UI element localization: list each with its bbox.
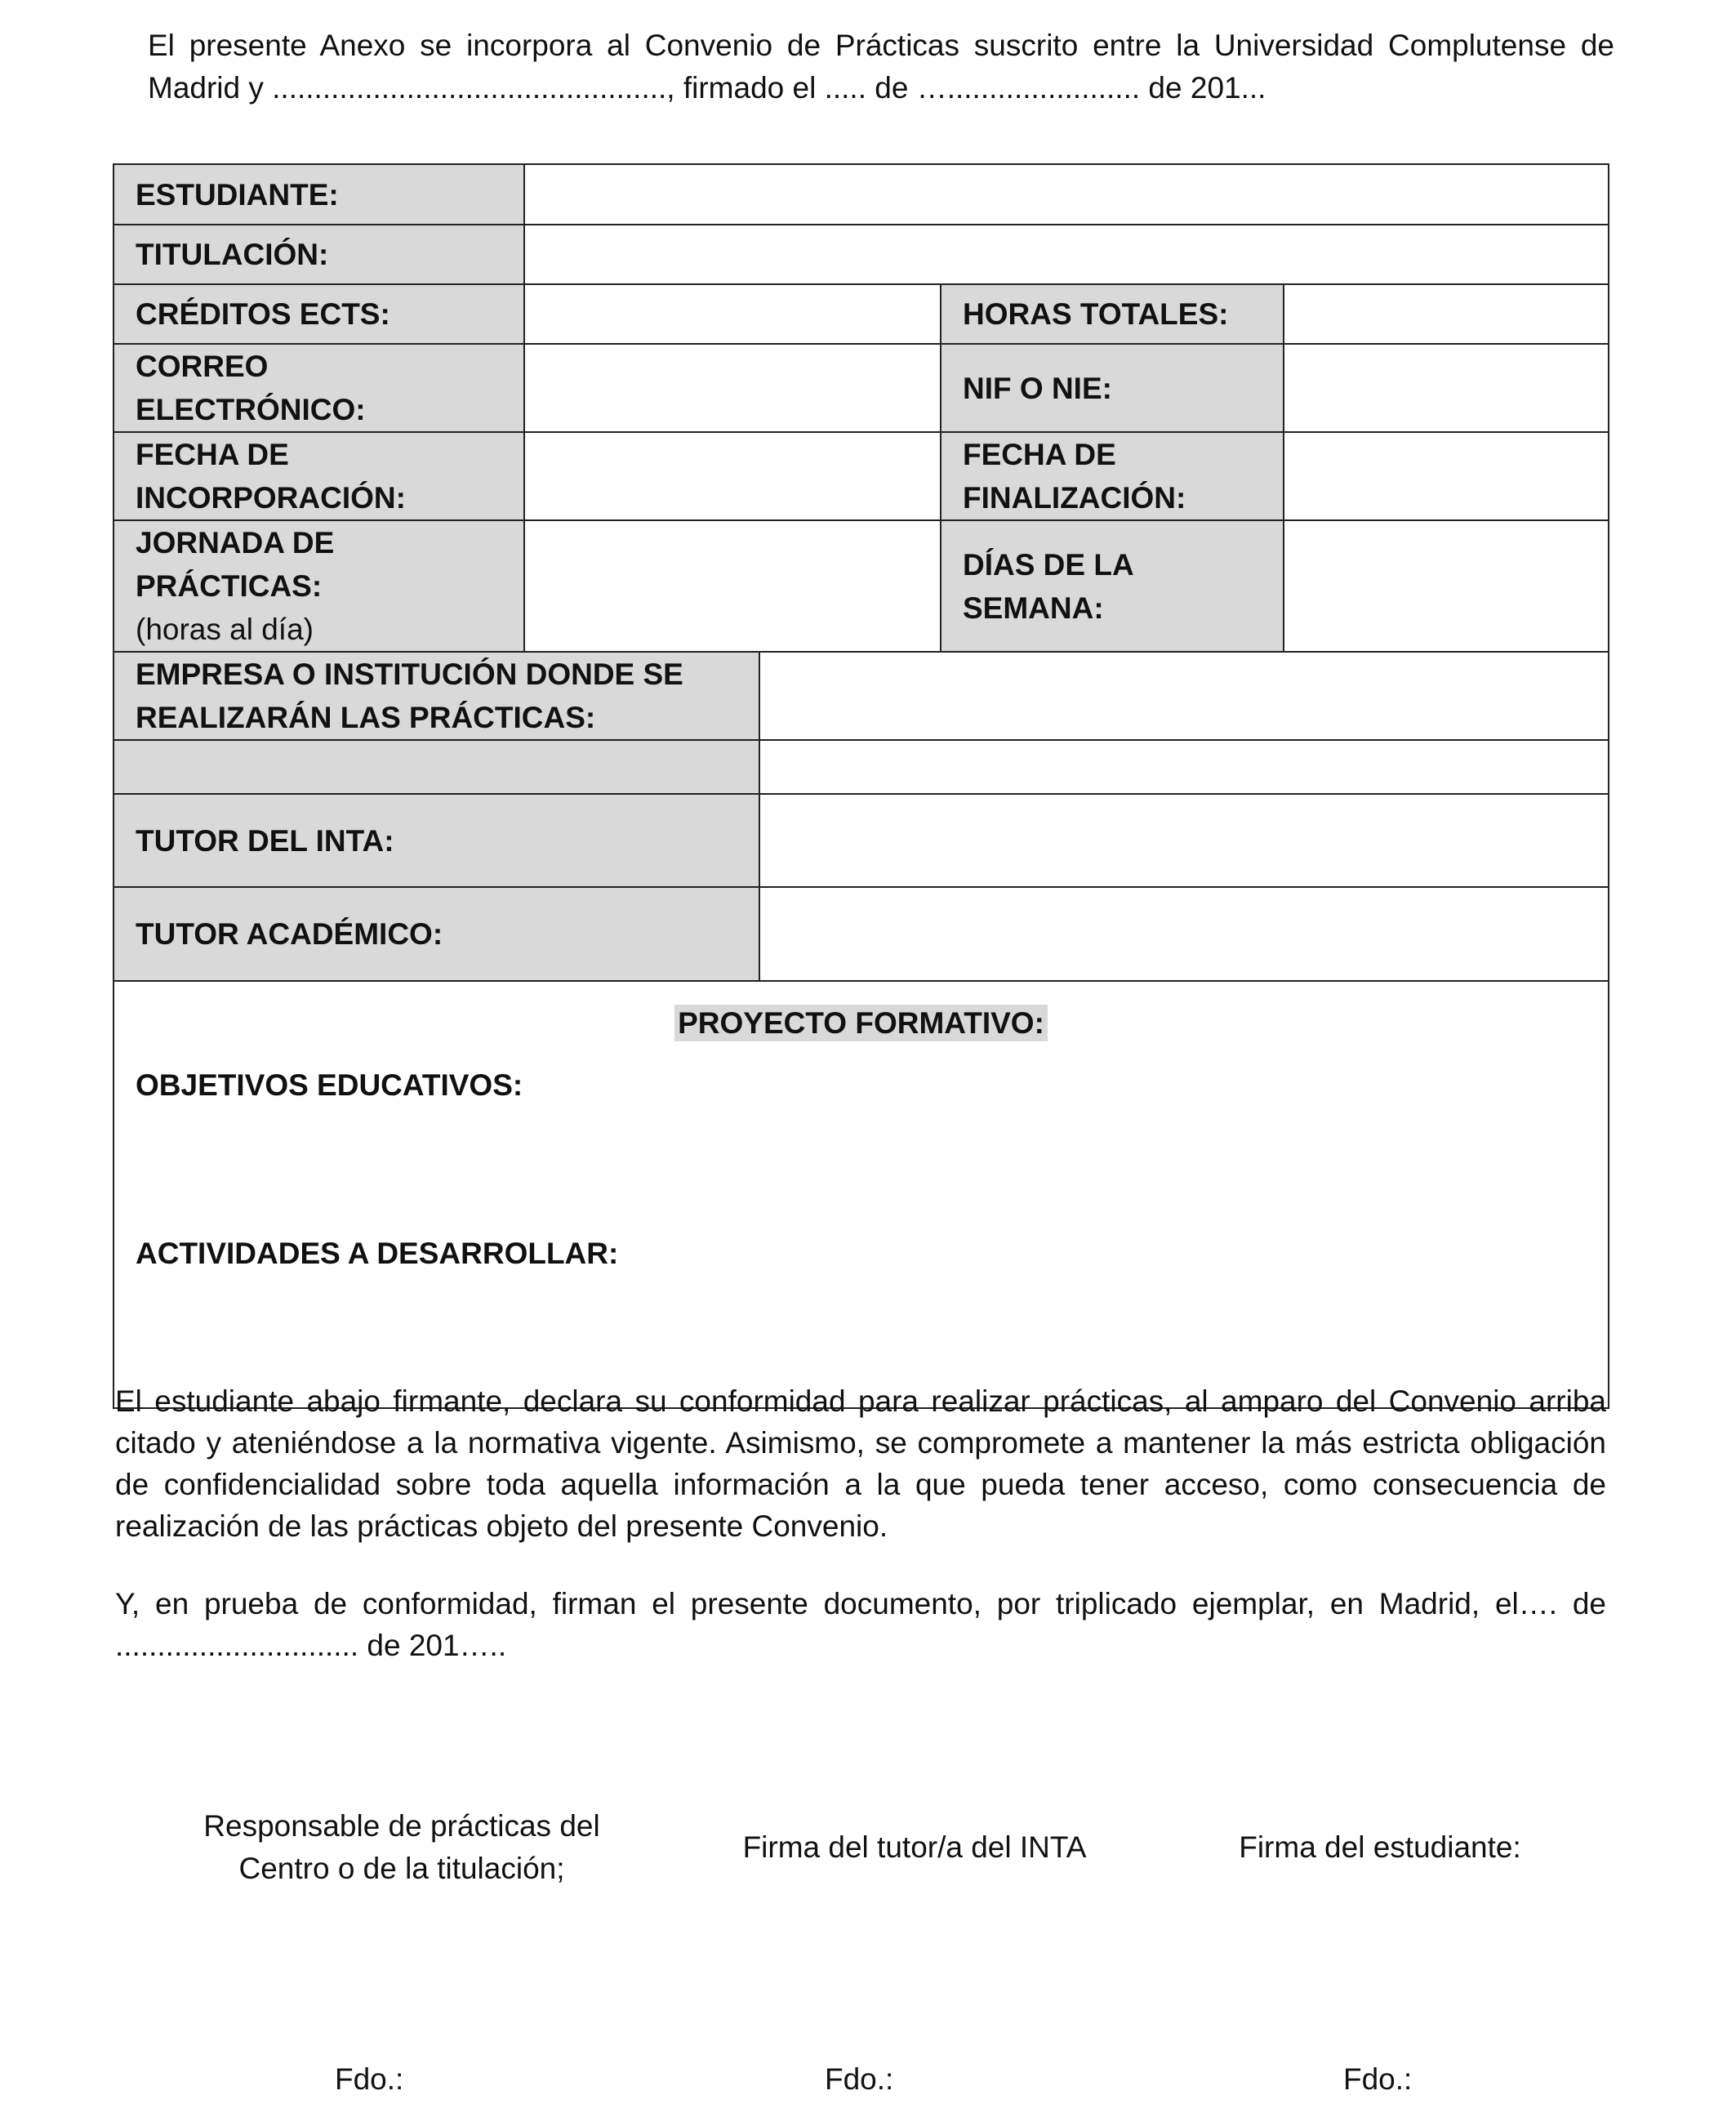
fecha-finalizacion-field[interactable] xyxy=(1284,432,1609,520)
label-empty xyxy=(114,740,759,794)
signature-responsable-line2: Centro o de la titulación; xyxy=(238,1852,565,1885)
label-jornada-line1: JORNADA DE PRÁCTICAS: xyxy=(136,526,335,603)
horas-totales-field[interactable] xyxy=(1284,284,1609,344)
fdo-tutor: Fdo.: xyxy=(825,2062,894,2096)
proyecto-formativo-section[interactable] xyxy=(114,981,1609,1408)
correo-field[interactable] xyxy=(524,344,941,432)
label-dias-semana-line2: SEMANA: xyxy=(963,591,1104,625)
proyecto-formativo-label: PROYECTO FORMATIVO: xyxy=(674,1005,1048,1041)
label-empresa-line2: REALIZARÁN LAS PRÁCTICAS: xyxy=(136,701,596,734)
creditos-field[interactable] xyxy=(524,284,941,344)
actividades-label: ACTIVIDADES A DESARROLLAR: xyxy=(136,1237,619,1270)
label-nif: NIF O NIE: xyxy=(941,344,1284,432)
declaration-block xyxy=(115,1380,1606,1702)
label-empresa-line1: EMPRESA O INSTITUCIÓN DONDE SE xyxy=(136,658,683,691)
nif-field[interactable] xyxy=(1284,344,1609,432)
label-fecha-finalizacion-line2: FINALIZACIÓN: xyxy=(963,481,1186,515)
label-horas-totales: HORAS TOTALES: xyxy=(941,284,1284,344)
label-estudiante: ESTUDIANTE: xyxy=(114,164,524,225)
practicas-form-table xyxy=(113,163,1609,1409)
label-fecha-finalizacion xyxy=(941,432,1284,520)
tutor-academico-field[interactable] xyxy=(759,887,1609,981)
intro-paragraph: El presente Anexo se incorpora al Convenio de Prácticas suscrito entre la Universidad Complutense de Madrid y ..............................................., firmado el ..... de …....................... de 201... xyxy=(148,29,1614,105)
label-dias-semana xyxy=(941,520,1284,652)
signature-estudiante: Firma del estudiante: xyxy=(1239,1830,1521,1864)
fecha-incorporacion-field[interactable] xyxy=(524,432,941,520)
estudiante-field[interactable] xyxy=(524,164,1609,225)
label-tutor-academico: TUTOR ACADÉMICO: xyxy=(114,887,759,981)
objetivos-educativos-label: OBJETIVOS EDUCATIVOS: xyxy=(136,1068,523,1102)
fdo-estudiante: Fdo.: xyxy=(1343,2062,1413,2096)
empty-field[interactable] xyxy=(759,740,1609,794)
label-correo: CORREO ELECTRÓNICO: xyxy=(114,344,524,432)
label-titulacion: TITULACIÓN: xyxy=(114,225,524,284)
label-jornada-sub: (horas al día) xyxy=(136,613,314,646)
fdo-responsable: Fdo.: xyxy=(335,2062,404,2096)
empresa-field[interactable] xyxy=(759,652,1609,740)
label-fecha-incorporacion-line2: INCORPORACIÓN: xyxy=(136,481,406,515)
conformity-paragraph: Y, en prueba de conformidad, firman el presente documento, por triplicado ejemplar, en Madrid, el…. de ............................. de 201….. xyxy=(115,1587,1606,1662)
dias-semana-field[interactable] xyxy=(1284,520,1609,652)
declaration-paragraph: El estudiante abajo firmante, declara su conformidad para realizar prácticas, al amparo del Convenio arriba citado y ateniéndose a la normativa vigente. Asimismo, se compromete a mantener la más estricta obligación de confidencialidad sobre toda aquella información a la que pueda tener acceso, como consecuencia de realización de las prácticas objeto del presente Convenio. xyxy=(115,1384,1606,1543)
label-fecha-incorporacion xyxy=(114,432,524,520)
label-dias-semana-line1: DÍAS DE LA xyxy=(963,547,1134,582)
label-tutor-inta: TUTOR DEL INTA: xyxy=(114,794,759,887)
label-fecha-incorporacion-line1: FECHA DE xyxy=(136,438,289,471)
tutor-inta-field[interactable] xyxy=(759,794,1609,887)
label-fecha-finalizacion-line1: FECHA DE xyxy=(963,438,1116,471)
label-jornada xyxy=(114,520,524,652)
signature-responsable xyxy=(189,1805,614,1890)
label-creditos: CRÉDITOS ECTS: xyxy=(114,284,524,344)
label-empresa xyxy=(114,652,759,740)
signature-responsable-line1: Responsable de prácticas del xyxy=(203,1809,600,1843)
signature-tutor: Firma del tutor/a del INTA xyxy=(742,1830,1087,1864)
titulacion-field[interactable] xyxy=(524,225,1609,284)
jornada-field[interactable] xyxy=(524,520,941,652)
proyecto-formativo-heading xyxy=(114,1001,1608,1045)
